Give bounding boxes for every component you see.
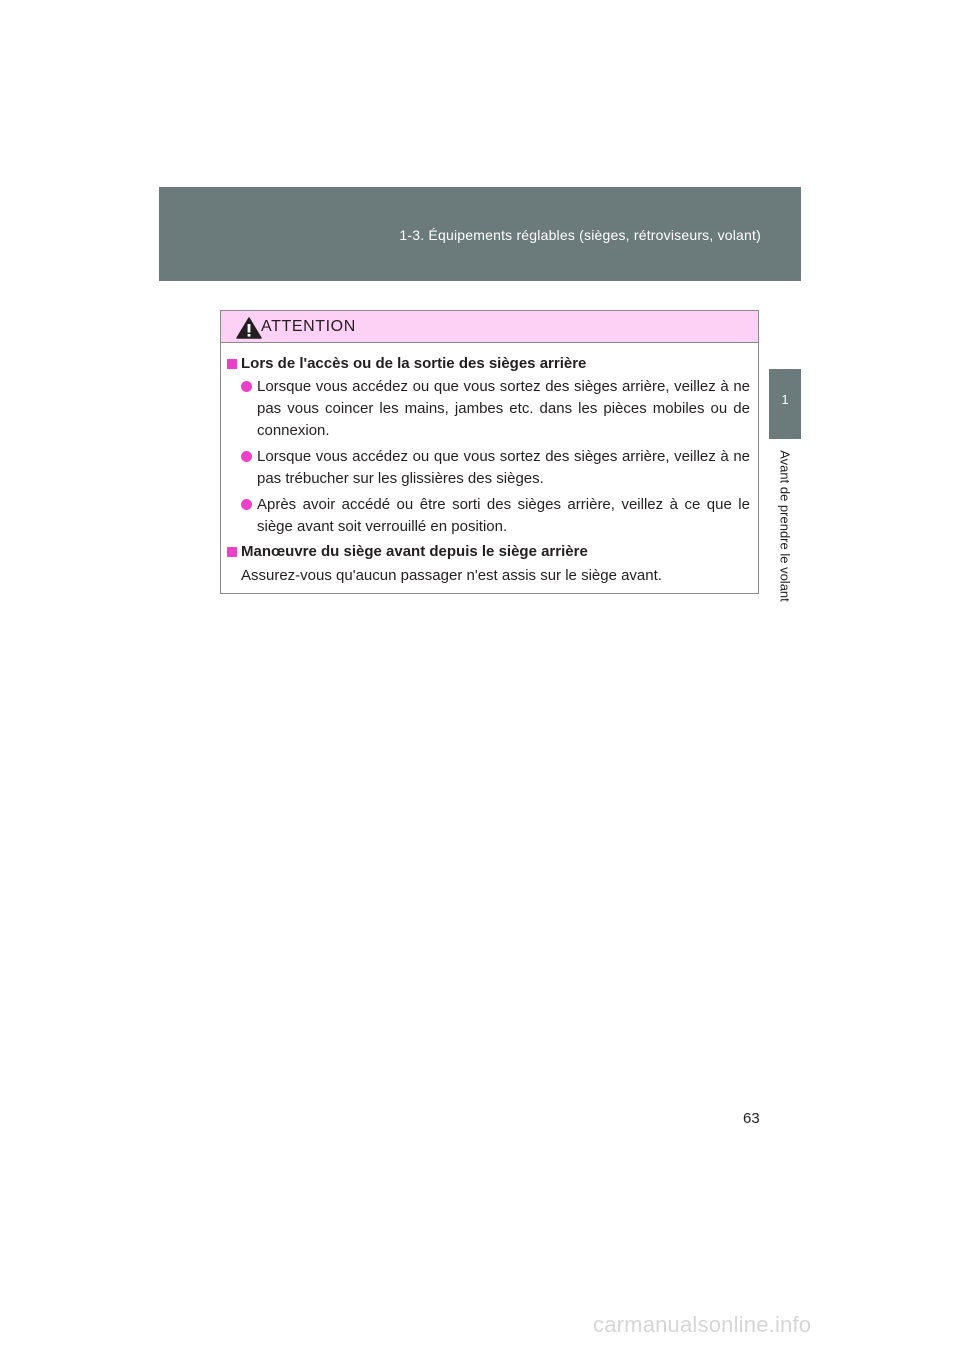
chapter-tab: [769, 369, 801, 439]
section-heading-text: Lors de l'accès ou de la sortie des sièges arrière: [241, 355, 587, 372]
round-bullet-icon: [241, 381, 252, 392]
round-bullet-icon: [241, 451, 252, 462]
page-number: 63: [743, 1110, 760, 1127]
warning-triangle-icon: [236, 317, 262, 339]
bullet-item: [227, 494, 750, 538]
section-title: 1-3. Équipements réglables (sièges, rétroviseurs, volant): [399, 227, 761, 243]
bullet-text: Lorsque vous accédez ou que vous sortez des sièges arrière, veillez à ne pas trébucher sur les glissières des sièges.: [257, 448, 750, 487]
warning-box: [220, 310, 759, 594]
square-bullet-icon: [227, 547, 237, 557]
watermark: carmanualsonline.info: [593, 1312, 812, 1337]
chapter-number: 1: [781, 392, 789, 407]
round-bullet-icon: [241, 499, 252, 510]
warning-title: ATTENTION: [261, 318, 356, 335]
section-heading-text: Manœuvre du siège avant depuis le siège arrière: [241, 543, 588, 560]
bullet-item: [227, 446, 750, 490]
square-bullet-icon: [227, 359, 237, 369]
warning-header: [221, 311, 758, 343]
bullet-text: Après avoir accédé ou être sorti des sièges arrière, veillez à ce que le siège avant soit verrouillé en position.: [257, 496, 750, 535]
section-text: Assurez-vous qu'aucun passager n'est assis sur le siège avant.: [241, 567, 662, 584]
section-heading: [227, 353, 750, 375]
chapter-label: Avant de prendre le volant: [777, 450, 793, 602]
bullet-text: Lorsque vous accédez ou que vous sortez des sièges arrière, veillez à ne pas vous coincer les mains, jambes etc. dans les pièces mobiles ou de connexion.: [257, 378, 750, 439]
warning-body: [221, 343, 758, 587]
bullet-item: [227, 376, 750, 442]
header-band: [159, 187, 801, 281]
section-heading: [227, 541, 750, 563]
